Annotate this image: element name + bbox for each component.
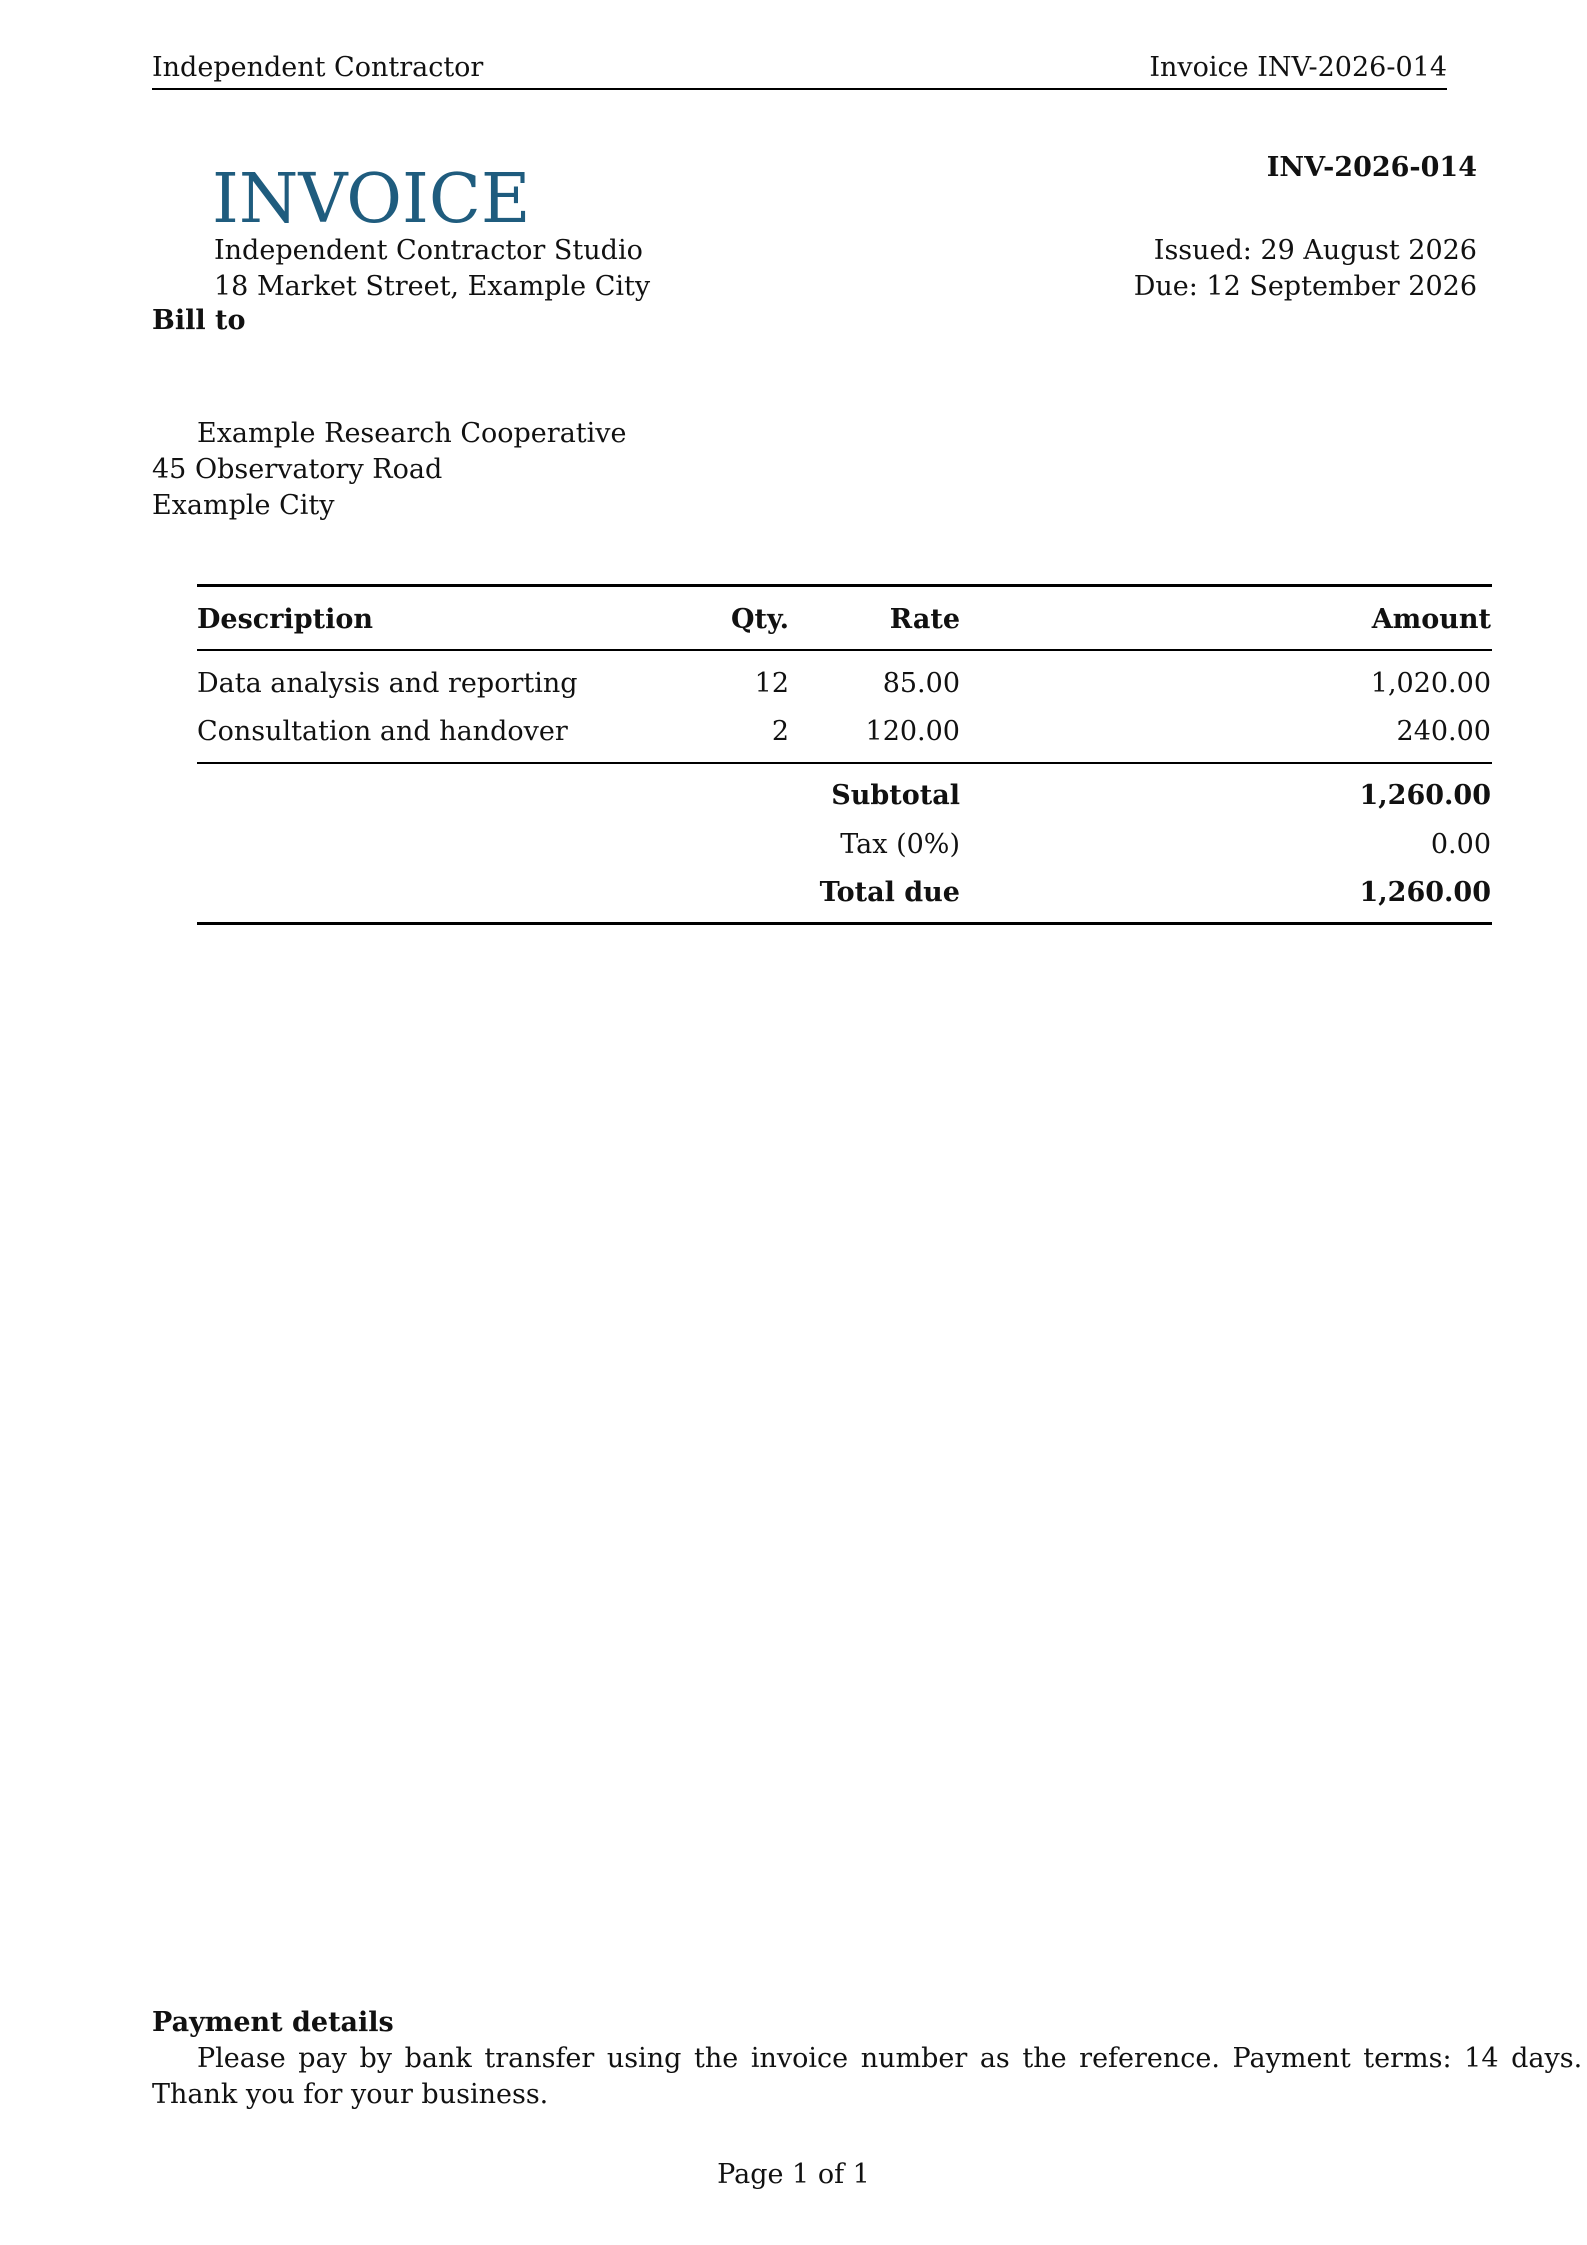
subtotal-value: 1,260.00	[1359, 780, 1491, 811]
column-header-qty: Qty.	[731, 604, 789, 635]
invoice-number: INV-2026-014	[1266, 152, 1477, 183]
due-date: Due: 12 September 2026	[1133, 271, 1477, 302]
subtotal-label: Subtotal	[831, 780, 960, 811]
payment-thanks: Thank you for your business.	[152, 2079, 549, 2110]
table-bottom-rule	[197, 922, 1492, 925]
total-due-label: Total due	[819, 877, 960, 908]
row-qty: 12	[754, 668, 789, 699]
total-due-value: 1,260.00	[1359, 877, 1491, 908]
row-description: Data analysis and reporting	[197, 668, 578, 699]
row-amount: 1,020.00	[1370, 668, 1491, 699]
running-header-left: Independent Contractor	[152, 52, 484, 83]
header-rule	[152, 88, 1447, 90]
payment-instructions: Please pay by bank transfer using the invoice number as the reference. Payment terms: 14 days.	[197, 2043, 1583, 2074]
table-header-rule	[197, 649, 1492, 651]
bill-to-name: Example Research Cooperative	[197, 418, 627, 449]
column-header-amount: Amount	[1371, 604, 1491, 635]
company-name: Independent Contractor Studio	[214, 235, 643, 266]
issued-date: Issued: 29 August 2026	[1153, 235, 1477, 266]
column-header-description: Description	[197, 604, 373, 635]
company-address: 18 Market Street, Example City	[214, 271, 651, 302]
bill-to-label: Bill to	[152, 305, 246, 336]
bill-to-address-line2: Example City	[152, 490, 335, 521]
bill-to-address-line1: 45 Observatory Road	[152, 454, 443, 485]
row-qty: 2	[771, 716, 789, 747]
invoice-title: INVOICE	[212, 160, 531, 239]
table-items-rule	[197, 762, 1492, 764]
tax-value: 0.00	[1430, 829, 1491, 860]
column-header-rate: Rate	[889, 604, 960, 635]
table-top-rule	[197, 584, 1492, 587]
payment-heading: Payment details	[152, 2007, 394, 2038]
row-amount: 240.00	[1396, 716, 1491, 747]
row-rate: 85.00	[882, 668, 960, 699]
row-description: Consultation and handover	[197, 716, 568, 747]
running-header-right: Invoice INV-2026-014	[1149, 52, 1447, 83]
row-rate: 120.00	[865, 716, 960, 747]
tax-label: Tax (0%)	[840, 829, 960, 860]
page-number: Page 1 of 1	[717, 2159, 870, 2190]
